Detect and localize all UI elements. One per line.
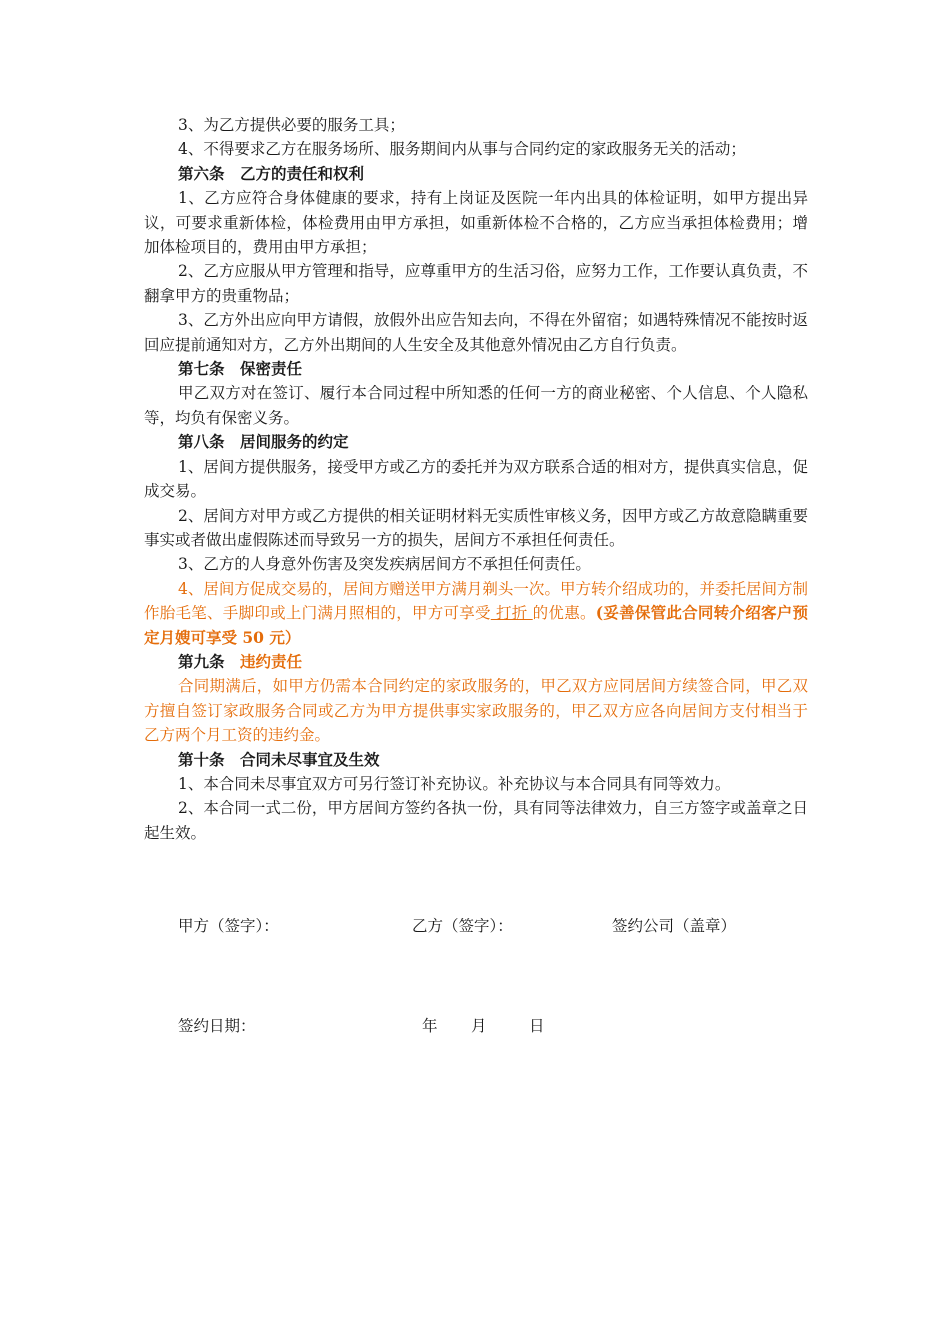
article-6-item-1: 1、乙方应符合身体健康的要求，持有上岗证及医院一年内出具的体检证明，如甲方提出异议，可要求重新体检，体检费用由甲方承担，如重新体检不合格的，乙方应当承担体检费用；增加体检项目的，费用由甲方承担； bbox=[144, 189, 808, 257]
article-10-item-2: 2、本合同一式二份，甲方居间方签约各执一份，具有同等法律效力，自三方签字或盖章之日起生效。 bbox=[144, 799, 808, 842]
contract-body bbox=[144, 113, 808, 845]
date-year: 年 bbox=[422, 1017, 438, 1035]
article-8-item-4-text: 4、居间方促成交易的，居间方赠送甲方满月剃头一次。甲方转介绍成功的，并委托居间方制作胎毛笔、手脚印或上门满月照相的，甲方可享受 bbox=[144, 579, 808, 623]
article-10-item-1: 1、本合同未尽事宜双方可另行签订补充协议。补充协议与本合同具有同等效力。 bbox=[178, 774, 731, 793]
article-9-heading bbox=[144, 650, 808, 674]
article-10-heading: 第十条 合同未尽事宜及生效 bbox=[178, 749, 380, 769]
referral-note: (妥善保管此合同转介绍客户预定月嫂可享受 50 元） bbox=[144, 603, 808, 647]
article-9-number: 第九条 bbox=[178, 651, 241, 671]
article-8-item-3: 3、乙方的人身意外伤害及突发疾病居间方不承担任何责任。 bbox=[178, 555, 591, 574]
article-7-heading: 第七条 保密责任 bbox=[178, 359, 303, 379]
party-a-signature-label: 甲方（签字）： bbox=[178, 917, 279, 935]
company-seal-label: 签约公司（盖章） bbox=[612, 917, 737, 935]
date-month: 月 bbox=[471, 1017, 487, 1035]
sign-date-label: 签约日期： bbox=[178, 1017, 256, 1035]
clause-line: 3、为乙方提供必要的服务工具； bbox=[178, 116, 405, 134]
article-6-heading: 第六条 乙方的责任和权利 bbox=[178, 163, 365, 183]
date-day: 日 bbox=[529, 1017, 545, 1035]
article-8-item-2: 2、居间方对甲方或乙方提供的相关证明材料无实质性审核义务，因甲方或乙方故意隐瞒重要事实或者做出虚假陈述而导致另一方的损失，居间方不承担任何责任。 bbox=[144, 506, 808, 549]
article-9-text: 合同期满后，如甲方仍需本合同约定的家政服务的，甲乙双方应同居间方续签合同，甲乙双方擅自签订家政服务合同或乙方为甲方提供事实家政服务的，甲乙双方应各向居间方支付相当于乙方两个月工资的违约金。 bbox=[144, 677, 808, 745]
article-8-heading: 第八条 居间服务的约定 bbox=[178, 432, 349, 452]
clause-line: 4、不得要求乙方在服务场所、服务期间内从事与合同约定的家政服务无关的活动； bbox=[178, 140, 746, 159]
discount-blank: 打折 bbox=[490, 604, 533, 623]
article-6-item-2: 2、乙方应服从甲方管理和指导，应尊重甲方的生活习俗，应努力工作，工作要认真负责，不翻拿甲方的贵重物品； bbox=[144, 262, 808, 305]
article-8-item-4-tail: 的优惠。 bbox=[532, 604, 596, 623]
article-8-item-4 bbox=[144, 577, 808, 650]
party-b-signature-label: 乙方（签字）： bbox=[412, 917, 513, 935]
article-8-item-1: 1、居间方提供服务，接受甲方或乙方的委托并为双方联系合适的相对方，提供真实信息，促成交易。 bbox=[144, 457, 808, 501]
article-9-title: 违约责任 bbox=[240, 651, 303, 671]
article-7-text: 甲乙双方对在签订、履行本合同过程中所知悉的任何一方的商业秘密、个人信息、个人隐私等，均负有保密义务。 bbox=[144, 384, 808, 427]
article-6-item-3: 3、乙方外出应向甲方请假，放假外出应告知去向，不得在外留宿；如遇特殊情况不能按时返回应提前通知对方，乙方外出期间的人生安全及其他意外情况由乙方自行负责。 bbox=[144, 311, 808, 354]
